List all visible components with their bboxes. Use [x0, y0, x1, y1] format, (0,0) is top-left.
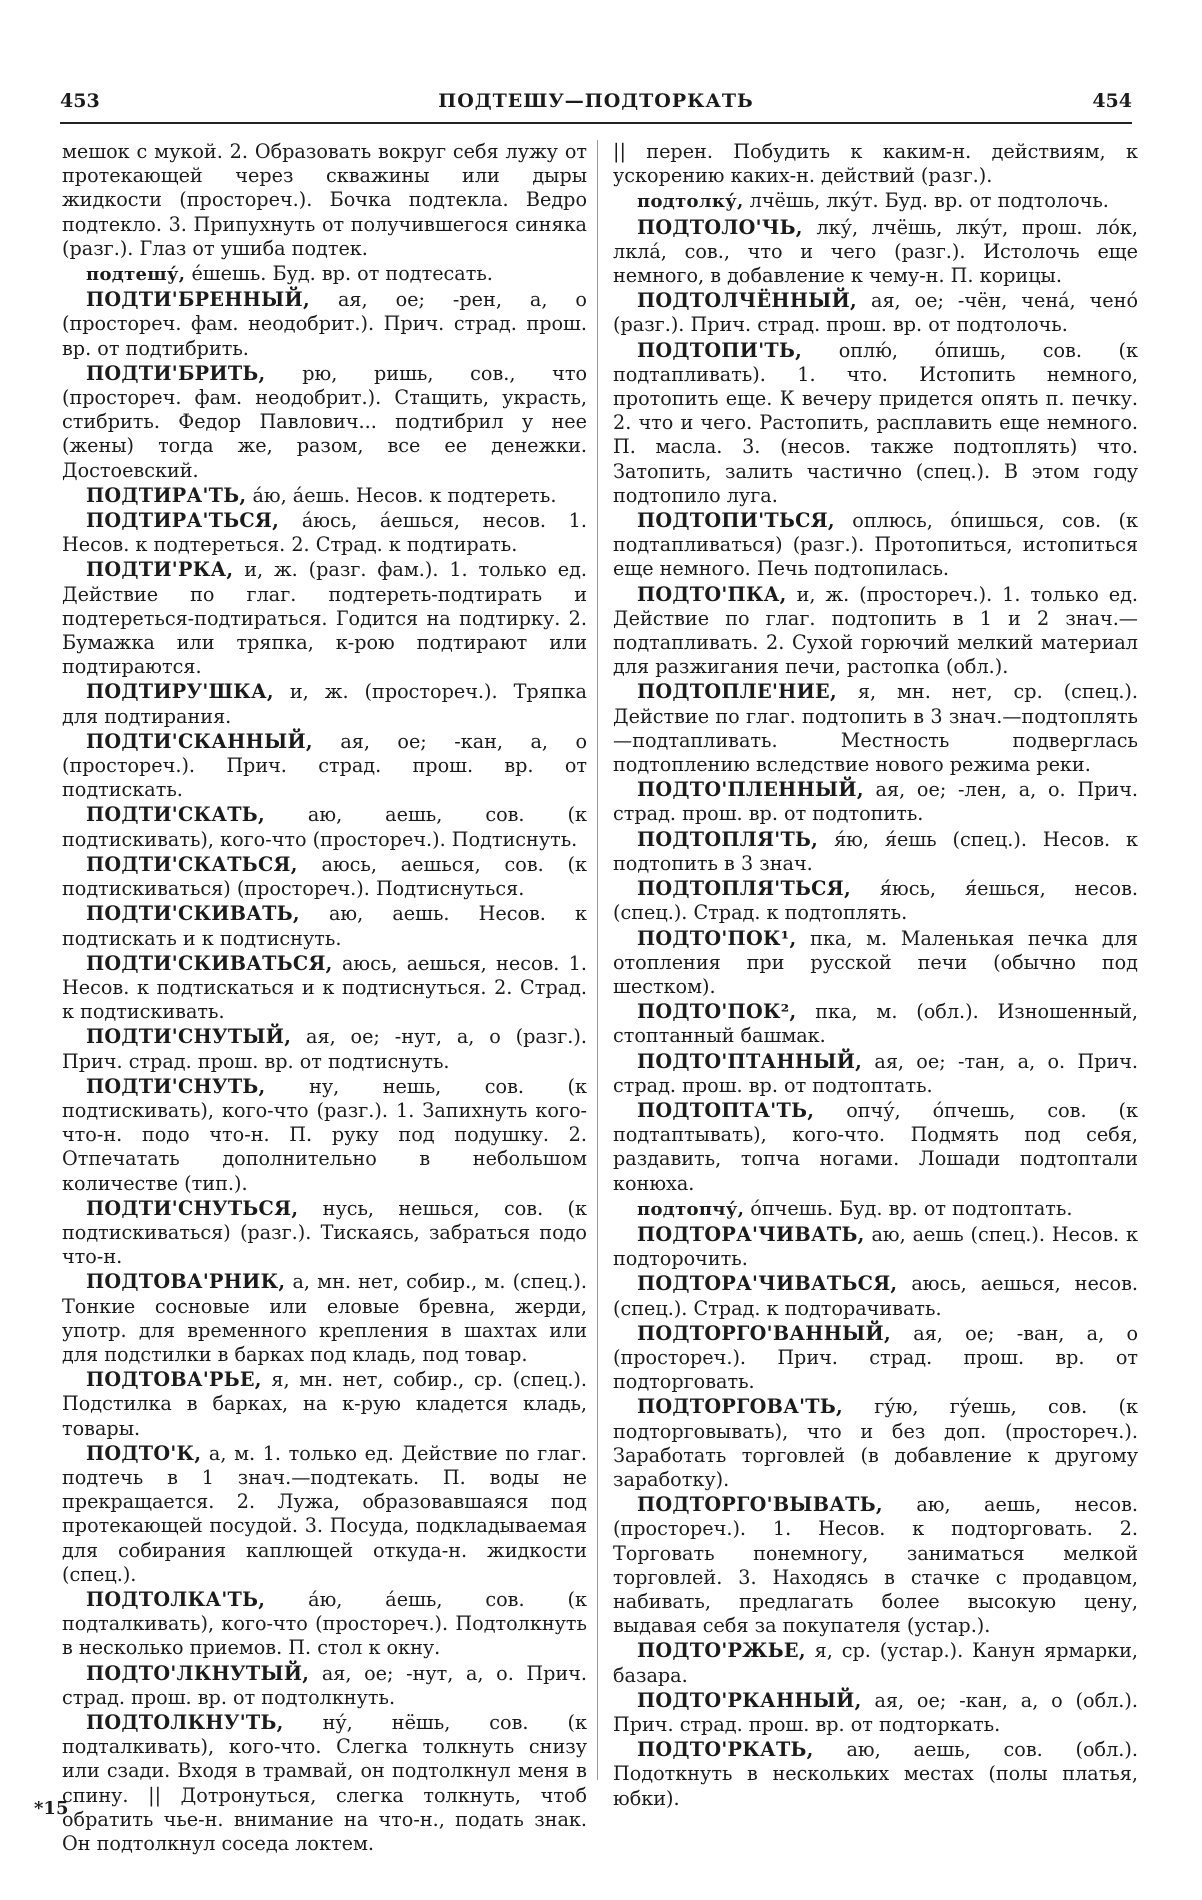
entry-definition: пка, м. Маленькая печка для отопления при русской печи (обычно под шестком). [613, 926, 1138, 998]
entry-headword: ПОДТОПЛЯ'ТЬСЯ, [637, 877, 851, 901]
entry-definition: я́юсь, я́ешься, несов. (спец.). Страд. к подтоплять. [613, 877, 1138, 925]
dictionary-entry [62, 1368, 587, 1441]
dictionary-entry [62, 1270, 587, 1367]
dictionary-entry [62, 362, 587, 483]
dictionary-entry [613, 877, 1138, 925]
entry-headword: ПОДТИ'СКАТЬ, [86, 803, 265, 827]
entry-definition: ая, ое; -чён, чена́, чено́ (разг.). Прич. страд. прош. вр. от подтолочь. [613, 289, 1138, 337]
entry-headword: подтопчу́, [637, 1198, 745, 1220]
right-column [613, 140, 1138, 1812]
entry-headword: подтолку́, [637, 191, 744, 213]
entry-definition: я, ср. (устар.). Канун ярмарки, базара. [613, 1639, 1138, 1687]
entry-headword: ПОДТИ'СКИВАТЬСЯ, [86, 951, 333, 975]
entry-definition: аю, аешь, сов. (к подтискивать), кого-что (простореч.). Подтиснуть. [62, 803, 587, 851]
entry-headword: ПОДТИ'СКАННЫЙ, [86, 729, 313, 753]
dictionary-entry [62, 558, 587, 679]
entry-headword: ПОДТИ'СКИВАТЬ, [86, 902, 300, 926]
entry-definition: ая, ое; -нут, а, о. Прич. страд. прош. вр. от подтолкнуть. [62, 1661, 587, 1709]
entry-definition: аю, аешь, сов. (обл.). Подоткнуть в нескольких местах (полы платья, юбки). [613, 1738, 1138, 1810]
entry-definition: аюсь, аешься, несов. 1. Несов. к подтискаться и к подтиснуться. 2. Страд. к подтискивать. [62, 951, 587, 1024]
entry-definition: ая, ое; -кан, а, о (обл.). Прич. страд. прош. вр. от подторкать. [613, 1688, 1138, 1736]
entry-headword: ПОДТИ'РКА, [86, 558, 234, 582]
entry-headword: ПОДТОВА'РНИК, [86, 1270, 286, 1294]
entry-definition: и, ж. (простореч.). 1. только ед. Действие по глаг. подтопить в 1 и 2 знач.—подтапливать. 2. Сухой горючий мелкий материал для разжигания печи, растопка (обл.). [613, 582, 1138, 679]
dictionary-entry [613, 680, 1138, 777]
entry-headword: ПОДТОПЛЕ'НИЕ, [637, 680, 837, 704]
running-title: ПОДТЕШУ—ПОДТОРКАТЬ [438, 90, 754, 112]
entry-headword: ПОДТО'ПЛЕННЫЙ, [637, 778, 864, 802]
header-rule [60, 122, 1132, 124]
dictionary-entry [613, 339, 1138, 508]
dictionary-entry [62, 1025, 587, 1073]
entry-definition: а́ю, а́ешь. Несов. к подтереть. [252, 483, 557, 507]
entry-definition: е́шешь. Буд. вр. от подтесать. [191, 262, 493, 286]
dictionary-entry [62, 1075, 587, 1196]
entry-headword: ПОДТО'ПТАННЫЙ, [637, 1049, 863, 1073]
dictionary-entry [62, 1197, 587, 1270]
dictionary-entry [613, 1395, 1138, 1492]
dictionary-entry [62, 803, 587, 851]
dictionary-entry [62, 902, 587, 950]
entry-definition: а, мн. нет, собир., м. (спец.). Тонкие сосновые или еловые бревна, жерди, употр. для временного крепления в шахтах или для подстилки в барках под кладь, под товар. [62, 1270, 587, 1366]
entry-headword: ПОДТИРА'ТЬСЯ, [86, 509, 280, 533]
dictionary-entry [613, 583, 1138, 680]
entry-definition: мешок с мукой. 2. Образовать вокруг себя лужу от протекающей через скважины или дыры жидкости (простореч.). Бочка подтекла. Ведро подтекло. 3. Припухнуть от получившегося синяка (разг.). Глаз от ушиба подтек. [62, 140, 587, 260]
entry-definition: || перен. Побудить к каким-н. действиям, к ускорению каких-н. действий (разг.). [613, 140, 1138, 188]
entry-definition: ая, ое; -нут, а, о (разг.). Прич. страд. прош. вр. от подтиснуть. [62, 1025, 587, 1073]
entry-definition: оплюсь, о́пишься, сов. (к подтапливаться) (разг.). Протопиться, истопиться еще немного. Печь подтопилась. [613, 509, 1138, 581]
dictionary-entry [62, 140, 587, 261]
entry-definition: оплю́, о́пишь, сов. (к подтапливать). 1. что. Истопить немного, протопить еще. К вечеру придется опять п. печку. 2. что и чего. Растопить, расплавить еще немного. П. масла. 3. (несов. также подтоплять) что. Затопить, залить частично (спец.). В этом году подтопило луга. [613, 338, 1138, 507]
entry-headword: ПОДТО'ПКА, [637, 582, 787, 606]
dictionary-entry [613, 289, 1138, 337]
dictionary-entry [62, 1711, 587, 1856]
entry-definition: ая, ое; -кан, а, о (простореч.). Прич. страд. прош. вр. от подтискать. [62, 729, 587, 802]
entry-headword: ПОДТОРГО'ВЫВАТЬ, [637, 1493, 883, 1517]
entry-headword: ПОДТОВА'РЬЕ, [86, 1368, 262, 1392]
entry-headword: ПОДТО'РЖЬЕ, [637, 1639, 806, 1663]
dictionary-entry [613, 1738, 1138, 1811]
entry-definition: аюсь, аешься, несов. (спец.). Страд. к подторачивать. [613, 1272, 1138, 1320]
dictionary-entry [613, 1099, 1138, 1196]
entry-definition: я, мн. нет, собир., ср. (спец.). Подстилка в барках, на к-рую кладется кладь, товары. [62, 1368, 587, 1440]
entry-headword: ПОДТОПИ'ТЬСЯ, [637, 509, 835, 533]
left-column [62, 140, 587, 1857]
dictionary-entry [613, 216, 1138, 289]
entry-definition: аю, аешь. Несов. к подтискать и к подтиснуть. [62, 902, 587, 950]
entry-headword: ПОДТОРГО'ВАННЫЙ, [637, 1321, 891, 1345]
dictionary-entry [62, 262, 587, 287]
entry-headword: ПОДТО'РКАТЬ, [637, 1738, 814, 1762]
entry-definition: а, м. 1. только ед. Действие по глаг. подтечь в 1 знач.—подтекать. П. воды не прекращается. 2. Лужа, образовавшаяся под протекающей посудой. 3. Посуда, подкладываемая для собирания каплющей откуда-н. жидкости (спец.). [62, 1441, 587, 1586]
dictionary-entry [613, 1050, 1138, 1098]
entry-headword: ПОДТОПИ'ТЬ, [637, 338, 803, 362]
dictionary-entry [62, 1662, 587, 1710]
entry-headword: ПОДТОРА'ЧИВАТЬСЯ, [637, 1272, 898, 1296]
dictionary-entry [613, 778, 1138, 826]
entry-headword: ПОДТИ'СНУТЬСЯ, [86, 1196, 299, 1220]
dictionary-entry [613, 1322, 1138, 1395]
dictionary-entry [613, 140, 1138, 188]
entry-definition: ая, ое; -ван, а, о (простореч.). Прич. страд. прош. вр. от подторговать. [613, 1321, 1138, 1394]
entry-definition: нусь, нешься, сов. (к подтискиваться) (разг.). Тискаясь, забраться подо что-н. [62, 1196, 587, 1269]
entry-definition: лчёшь, лку́т. Буд. вр. от подтолочь. [749, 189, 1109, 213]
page-header [60, 90, 1132, 124]
dictionary-entry [62, 509, 587, 557]
dictionary-entry [613, 189, 1138, 214]
dictionary-entry [62, 952, 587, 1025]
entry-definition: рю, ришь, сов., что (простореч. фам. неодобрит.). Стащить, украсть, стибрить. Федор Павлович... подтибрил у нее (жены) тогда же, разом, все ее денежки. Достоевский. [62, 361, 587, 482]
entry-headword: ПОДТОПЛЯ'ТЬ, [637, 827, 819, 851]
entry-definition: а́юсь, а́ешься, несов. 1. Несов. к подтереться. 2. Страд. к подтирать. [62, 509, 587, 557]
dictionary-entry [613, 1493, 1138, 1638]
entry-headword: ПОДТО'РКАННЫЙ, [637, 1688, 862, 1712]
entry-definition: лку́, лчёшь, лку́т, прош. ло́к, лкла́, сов., что и чего (разг.). Истолочь еще немного, в добавление к чему-н. П. корицы. [613, 215, 1138, 288]
dictionary-entry [62, 853, 587, 901]
entry-headword: ПОДТИ'СНУТЬ, [86, 1074, 266, 1098]
entry-headword: ПОДТО'ЛКНУТЫЙ, [86, 1661, 310, 1685]
entry-definition: аюсь, аешься, сов. (к подтискиваться) (простореч.). Подтиснуться. [62, 852, 587, 901]
dictionary-entry [613, 828, 1138, 876]
entry-headword: ПОДТИ'СНУТЫЙ, [86, 1025, 292, 1049]
dictionary-entry [613, 1639, 1138, 1687]
entry-definition: ая, ое; -лен, а, о. Прич. страд. прош. вр. от подтопить. [613, 778, 1138, 826]
entry-definition: ну́, нёшь, сов. (к подталкивать), кого-что. Слегка толкнуть снизу или сзади. Входя в трамвай, он подтолкнул меня в спину. || Дотронуться, слегка толкнуть, чтоб обратить чье-н. внимание на что-н., подать знак. Он подтолкнул соседа локтем. [62, 1711, 587, 1856]
entry-headword: ПОДТИРУ'ШКА, [86, 680, 274, 704]
entry-headword: ПОДТИ'СКАТЬСЯ, [86, 852, 298, 876]
entry-definition: опчу́, о́пчешь, сов. (к подтаптывать), кого-что. Подмять под себя, раздавить, топча ногами. Лошади подтоптали конюха. [613, 1098, 1139, 1195]
entry-headword: ПОДТИ'БРИТЬ, [86, 361, 266, 385]
entry-definition: ну, нешь, сов. (к подтискивать), кого-что (разг.). 1. Запихнуть кого-что-н. подо что-н. П. руку под подушку. 2. Отпечатать дополнительно в небольшом количестве (тип.). [62, 1074, 587, 1195]
dictionary-entry [62, 730, 587, 803]
dictionary-entry [613, 1000, 1138, 1048]
entry-headword: ПОДТИ'БРЕННЫЙ, [86, 288, 310, 312]
dictionary-entry [62, 1442, 587, 1587]
entry-headword: ПОДТО'К, [86, 1441, 202, 1465]
entry-definition: ая, ое; -рен, а, о (простореч. фам. неодобрит.). Прич. страд. прош. вр. от подтибрить. [62, 288, 587, 360]
entry-definition: аю, аешь, несов. (простореч.). 1. Несов. к подторговать. 2. Торговать понемногу, заниматься мелкой торговлей. 3. Находясь в стачке с продавцом, набивать, предлагать более высокую цену, выдавая себя за покупателя (устар.). [613, 1493, 1138, 1638]
entry-headword: ПОДТОРГОВА'ТЬ, [637, 1395, 843, 1419]
column-divider [597, 140, 598, 1780]
dictionary-entry [613, 1689, 1138, 1737]
entry-headword: ПОДТОЛО'ЧЬ, [637, 215, 803, 239]
entry-definition: а́ю, а́ешь, сов. (к подталкивать), кого-что (простореч.). Подтолкнуть в несколько приемов. П. стол к окну. [62, 1587, 587, 1660]
entry-definition: и, ж. (разг. фам.). 1. только ед. Действие по глаг. подтереть-подтирать и подтереться-подтираться. Годится на подтирку. 2. Бумажка или тряпка, к-рою подтирают или подтираются. [62, 558, 587, 679]
entry-headword: подтешу́, [86, 264, 186, 286]
entry-headword: ПОДТОПТА'ТЬ, [637, 1098, 815, 1122]
dictionary-entry [613, 1223, 1138, 1271]
entry-headword: ПОДТОЛКНУ'ТЬ, [86, 1711, 284, 1734]
entry-headword: ПОДТОРА'ЧИВАТЬ, [637, 1222, 865, 1246]
entry-headword: ПОДТО'ПОК¹, [637, 926, 797, 950]
dictionary-entry [62, 484, 587, 508]
dictionary-entry [62, 1588, 587, 1661]
page-number-left: 453 [60, 90, 100, 112]
entry-definition: я́ю, я́ешь (спец.). Несов. к подтопить в 3 знач. [613, 827, 1138, 875]
dictionary-entry [613, 1197, 1138, 1222]
entry-definition: и, ж. (простореч.). Тряпка для подтирания. [62, 680, 587, 728]
dictionary-entry [613, 927, 1138, 1000]
page-number-right: 454 [1092, 90, 1132, 112]
signature-mark: *15 [34, 1798, 69, 1819]
entry-definition: гу́ю, гу́ешь, сов. (к подторговывать), что и без доп. (простореч.). Заработать торговлей (в добавление к другому заработку). [613, 1395, 1138, 1491]
entry-headword: ПОДТИРА'ТЬ, [86, 483, 247, 507]
entry-definition: о́пчешь. Буд. вр. от подтоптать. [750, 1196, 1073, 1220]
entry-definition: ая, ое; -тан, а, о. Прич. страд. прош. вр. от подтоптать. [613, 1049, 1138, 1097]
dictionary-entry [62, 288, 587, 361]
dictionary-entry [62, 680, 587, 728]
entry-definition: аю, аешь (спец.). Несов. к подторочить. [613, 1222, 1138, 1271]
entry-definition: пка, м. (обл.). Изношенный, стоптанный башмак. [613, 1000, 1138, 1048]
dictionary-entry [613, 509, 1138, 582]
entry-headword: ПОДТОЛЧЁННЫЙ, [637, 289, 858, 313]
entry-headword: ПОДТОЛКА'ТЬ, [86, 1587, 266, 1611]
dictionary-entry [613, 1272, 1138, 1320]
entry-headword: ПОДТО'ПОК², [637, 1000, 797, 1024]
entry-definition: я, мн. нет, ср. (спец.). Действие по глаг. подтопить в 3 знач.—подтоплять—подтапливать. Местность подверглась подтоплению вследствие нового режима реки. [613, 680, 1138, 777]
